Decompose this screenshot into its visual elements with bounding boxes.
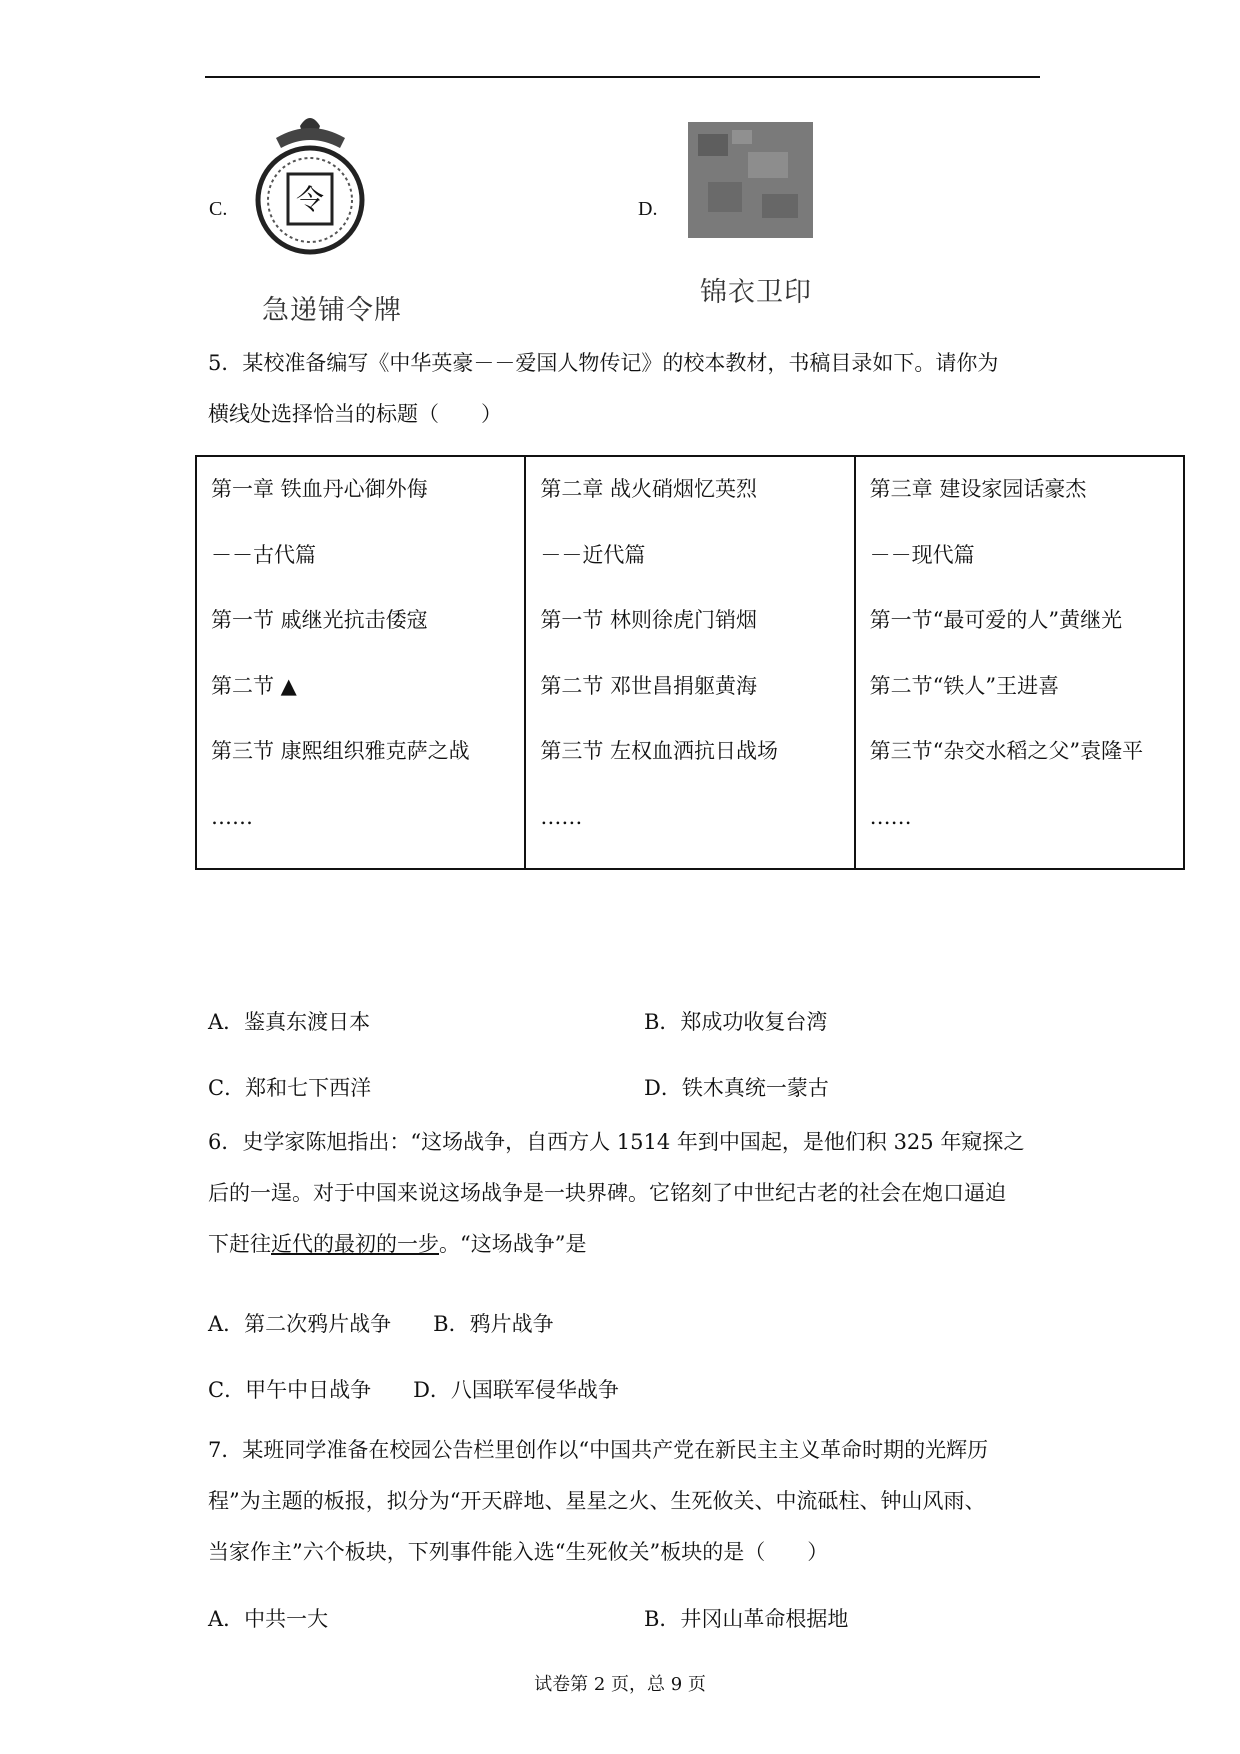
chapter-2-ellipsis: ……: [540, 804, 583, 829]
chapter-2-cell: [525, 456, 854, 869]
q7-option-b[interactable]: B．井冈山革命根据地: [644, 1607, 849, 1631]
seal-print-image: [688, 122, 813, 238]
chapter-2-subtitle: －－近代篇: [540, 542, 646, 567]
question-7-line-1: 7．某班同学准备在校园公告栏里创作以“中国共产党在新民主主义革命时期的光辉历: [208, 1438, 989, 1462]
option-c-caption: 急递铺令牌: [262, 295, 402, 326]
chapter-1-cell: [196, 456, 525, 869]
chapter-1-ellipsis: ……: [211, 804, 253, 829]
chapter-1-title: 第一章 铁血丹心御外侮: [211, 477, 428, 501]
question-5-line-1: 5．某校准备编写《中华英豪－－爱国人物传记》的校本教材，书稿目录如下。请你为: [208, 351, 999, 375]
header-rule: [205, 76, 1040, 78]
chapter-3-section-2: 第二节“铁人”王进喜: [869, 673, 1060, 698]
underlined-quote: 近代的最初的一步: [271, 1232, 439, 1256]
question-5-text: [208, 338, 1058, 440]
chapter-1-section-2-blank: 第二节 ▲: [211, 673, 297, 698]
chapter-3-title: 第三章 建设家园话豪杰: [869, 477, 1087, 501]
question-7-text: [208, 1425, 1088, 1578]
chapter-3-section-1: 第一节“最可爱的人”黄继光: [869, 608, 1123, 632]
question-6-line-2: 后的一逞。对于中国来说这场战争是一块界碑。它铭刻了中世纪古老的社会在炮口逼迫: [208, 1181, 1006, 1205]
chapter-3-section-3: 第三节“杂交水稻之父”袁隆平: [869, 739, 1144, 763]
q6-options-row-1[interactable]: A．第二次鸦片战争 B．鸦片战争: [208, 1312, 554, 1336]
question-6-text: [208, 1117, 1058, 1270]
token-seal-text: 令: [295, 183, 325, 216]
q7-option-a[interactable]: A．中共一大: [208, 1607, 329, 1631]
chapter-2-section-1: 第一节 林则徐虎门销烟: [540, 608, 758, 632]
q5-option-c[interactable]: C．郑和七下西洋: [208, 1076, 372, 1100]
chapter-1-section-1: 第一节 戚继光抗击倭寇: [211, 608, 428, 632]
question-7-line-2: 程”为主题的板报，拟分为“开天辟地、星星之火、生死攸关、中流砥柱、钟山风雨、: [208, 1489, 986, 1513]
q5-option-a[interactable]: A．鉴真东渡日本: [208, 1010, 371, 1034]
question-6-line-1: 6．史学家陈旭指出：“这场战争，自西方人 1514 年到中国起，是他们积 325 年窥探之: [208, 1130, 1025, 1154]
token-seal-image: [248, 108, 373, 258]
book-contents-table: [195, 455, 1185, 870]
question-6-line-3: 下赶往近代的最初的一步。“这场战争”是: [208, 1232, 587, 1256]
option-c-label: C.: [209, 198, 228, 220]
chapter-2-section-3: 第三节 左权血洒抗日战场: [540, 739, 779, 763]
question-5-line-2: 横线处选择恰当的标题（ ）: [208, 402, 502, 426]
chapter-1-subtitle: －－古代篇: [211, 542, 316, 567]
chapter-3-cell: [855, 456, 1184, 869]
q5-option-d[interactable]: D．铁木真统一蒙古: [644, 1076, 829, 1100]
chapter-3-subtitle: －－现代篇: [869, 542, 975, 567]
option-d-caption: 锦衣卫印: [700, 277, 812, 308]
option-d-label: D.: [638, 198, 658, 220]
chapter-1-section-3: 第三节 康熙组织雅克萨之战: [211, 739, 470, 763]
chapter-2-title: 第二章 战火硝烟忆英烈: [540, 477, 758, 501]
q5-option-b[interactable]: B．郑成功收复台湾: [644, 1010, 828, 1034]
token-crown: [276, 128, 345, 148]
q6-options-row-2[interactable]: C．甲午中日战争 D．八国联军侵华战争: [208, 1378, 619, 1402]
question-7-line-3: 当家作主”六个板块，下列事件能入选“生死攸关”板块的是（ ）: [208, 1540, 829, 1564]
chapter-2-section-2: 第二节 邓世昌捐躯黄海: [540, 673, 758, 698]
page-footer: 试卷第 2 页，总 9 页: [534, 1674, 706, 1695]
chapter-3-ellipsis: ……: [869, 804, 912, 829]
